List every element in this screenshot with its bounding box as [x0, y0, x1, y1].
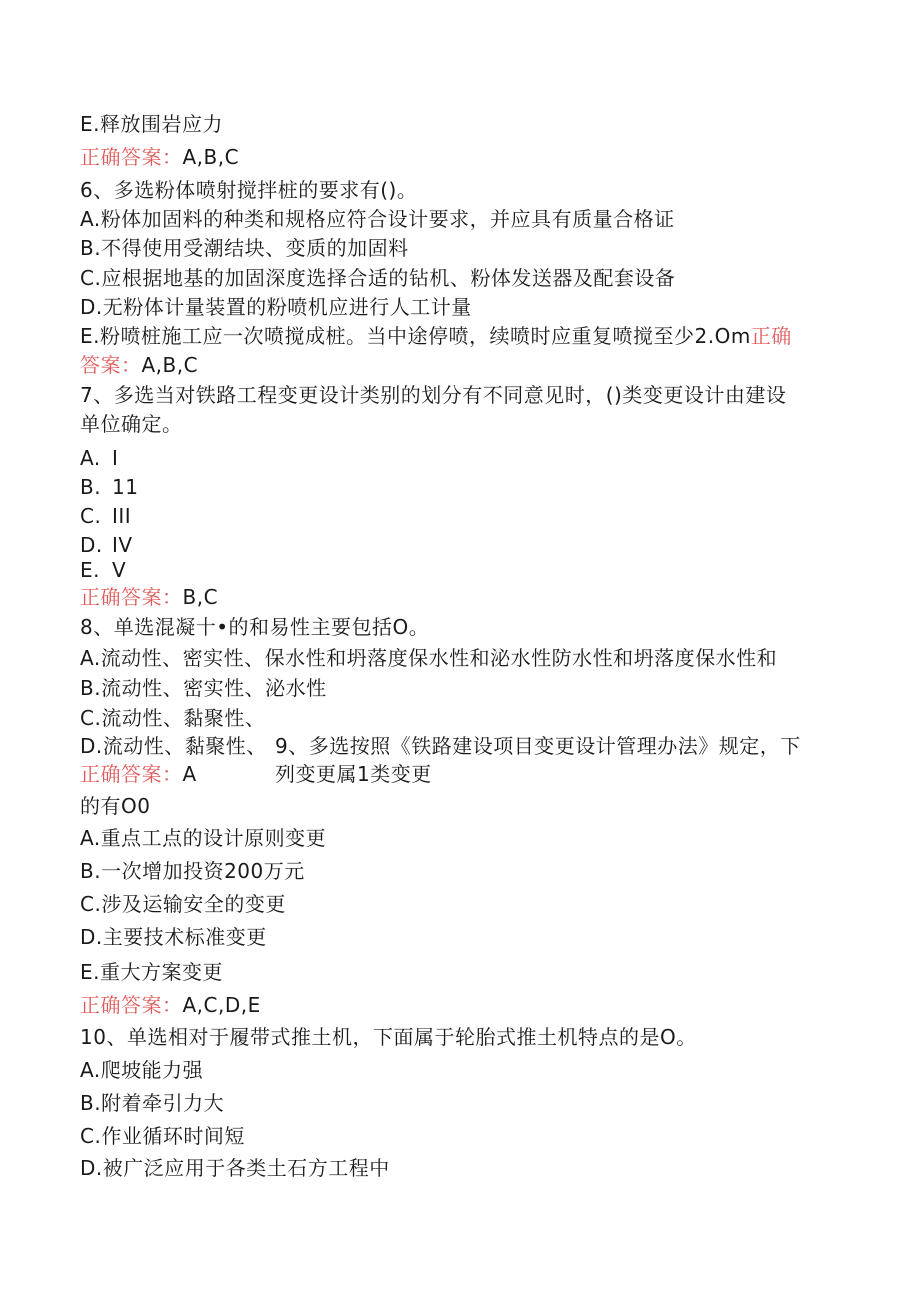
q9-stem-part1: 9、多选按照《铁路建设项目变更设计管理办法》规定，下 [275, 734, 801, 758]
answer-value: A,B,C [141, 353, 199, 377]
q6-answer-line [80, 353, 198, 377]
q8-stem: 8、单选混凝十•的和易性主要包括O。 [80, 615, 430, 639]
option-text: I [112, 446, 119, 470]
q9-stem-part3: 的有O0 [80, 794, 151, 818]
q9-option-e: E.重大方案变更 [80, 960, 223, 984]
q5-answer-line [80, 145, 239, 169]
q6-option-a: A.粉体加固料的种类和规格应符合设计要求，并应具有质量合格证 [80, 207, 675, 231]
q10-option-c: C.作业循环时间短 [80, 1124, 245, 1148]
q6-option-c: C.应根据地基的加固深度选择合适的钻机、粉体发送器及配套设备 [80, 266, 676, 290]
q7-option-b [80, 475, 138, 499]
q8-answer-line [80, 762, 197, 786]
q9-option-c: C.涉及运输安全的变更 [80, 892, 286, 916]
q9-option-a: A.重点工点的设计原则变更 [80, 826, 327, 850]
q6-option-e: E.粉喷桩施工应一次喷搅成桩。当中途停喷，续喷时应重复喷搅至少2.Om [80, 324, 751, 348]
q8-option-b: B.流动性、密实性、泌水性 [80, 676, 327, 700]
option-text: III [112, 504, 132, 528]
q10-option-b: B.附着牵引力大 [80, 1091, 225, 1115]
answer-label-part1: 正确 [750, 324, 792, 348]
option-text: 11 [112, 475, 139, 499]
answer-label-part2: 答案： [80, 353, 142, 377]
q7-option-e [80, 558, 126, 582]
answer-value: A,C,D,E [182, 993, 261, 1017]
q7-stem-line2: 单位确定。 [80, 412, 183, 436]
q9-option-d: D.主要技术标准变更 [80, 925, 267, 949]
q7-stem-line1: 7、多选当对铁路工程变更设计类别的划分有不同意见时，()类变更设计由建设 [80, 383, 787, 407]
q6-option-d: D.无粉体计量装置的粉喷机应进行人工计量 [80, 295, 472, 319]
q9-answer-line [80, 993, 261, 1017]
q10-option-d: D.被广泛应用于各类土石方工程中 [80, 1156, 390, 1180]
q6-option-e-line [80, 324, 792, 348]
option-letter: A. [80, 446, 101, 470]
answer-value: A [182, 762, 197, 786]
option-letter: E. [80, 558, 100, 582]
q7-option-c [80, 504, 131, 528]
q10-option-a: A.爬坡能力强 [80, 1058, 204, 1082]
answer-label: 正确答案： [80, 993, 183, 1017]
answer-value: B,C [182, 585, 219, 609]
answer-label: 正确答案： [80, 585, 183, 609]
q5-option-e: E.释放围岩应力 [80, 112, 223, 136]
q9-option-b: B.一次增加投资200万元 [80, 859, 305, 883]
q8-option-a: A.流动性、密实性、保水性和坍落度保水性和泌水性防水性和坍落度保水性和 [80, 646, 778, 670]
option-text: IV [112, 533, 133, 557]
q8-option-c: C.流动性、黏聚性、 [80, 706, 266, 730]
answer-label: 正确答案： [80, 145, 183, 169]
option-letter: C. [80, 504, 102, 528]
option-letter: D. [80, 533, 103, 557]
q7-option-d [80, 533, 133, 557]
q9-stem-part2: 列变更属1类变更 [275, 762, 432, 786]
option-text: V [112, 558, 127, 582]
q6-stem: 6、多选粉体喷射搅拌桩的要求有()。 [80, 178, 418, 202]
q8-option-d: D.流动性、黏聚性、 [80, 734, 267, 758]
answer-label: 正确答案： [80, 762, 183, 786]
q6-option-b: B.不得使用受潮结块、变质的加固料 [80, 236, 409, 260]
answer-value: A,B,C [182, 145, 240, 169]
option-letter: B. [80, 475, 102, 499]
q7-option-a [80, 446, 118, 470]
q7-answer-line [80, 585, 218, 609]
q10-stem: 10、单选相对于履带式推土机，下面属于轮胎式推土机特点的是O。 [80, 1025, 697, 1049]
